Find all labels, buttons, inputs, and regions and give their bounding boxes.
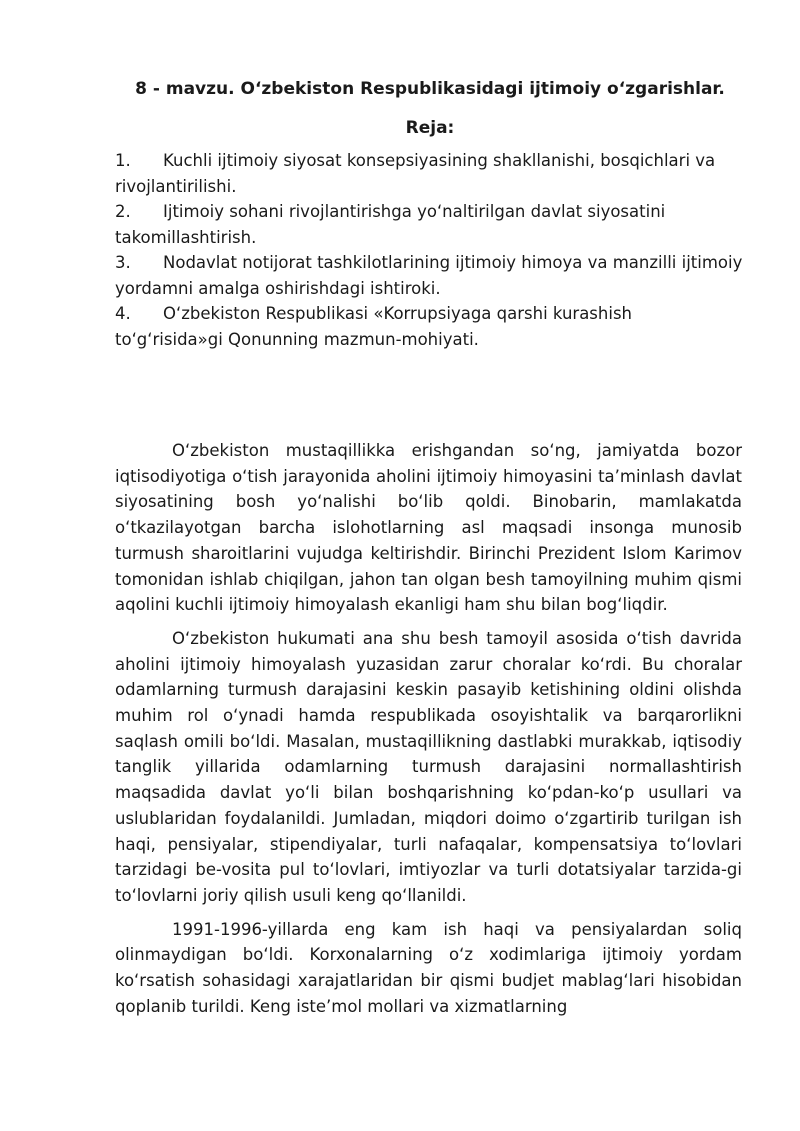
body-text [115, 438, 742, 1027]
document-title: 8 - mavzu. O‘zbekiston Respublikasidagi ijtimoiy o‘zgarishlar. [135, 79, 725, 99]
body-paragraph: O‘zbekiston hukumati ana shu besh tamoyil asosida o‘tish davrida aholini ijtimoiy himoyalash yuzasidan zarur choralar ko‘rdi. Bu choralar odamlarning turmush darajasini keskin pasayib ketishining oldini olishda muhim rol o‘ynadi hamda respublikada osoyishtalik va barqarorlikni saqlash omili bo‘ldi. Masalan, mustaqillikning dastlabki murakkab, iqtisodiy tanglik yillarida odamlarning turmush darajasini normallashtirish maqsadida davlat yo‘li bilan boshqarishning ko‘pdan-ko‘p usullari va uslublaridan foydalanildi. Jumladan, miqdori doimo o‘zgartirib turilgan ish haqi, pensiyalar, stipendiyalar, turli nafaqalar, kompensatsiya to‘lovlari tarzidagi be-vosita pul to‘lovlari, imtiyozlar va turli dotatsiyalar tarzida-gi to‘lovlarni joriy qilish usuli keng qo‘llanildi. [115, 628, 742, 905]
plan-item [115, 301, 745, 352]
plan-heading: Reja: [405, 118, 455, 138]
plan-item-text: Ijtimoiy sohani rivojlantirishga yo‘naltirilgan davlat siyosatini takomillashtirish. [115, 202, 666, 247]
plan-item [115, 250, 745, 301]
plan-item-number: 3. [115, 253, 131, 272]
plan-list [115, 148, 745, 352]
plan-item-number: 2. [115, 202, 131, 221]
plan-item-text: O‘zbekiston Respublikasi «Korrupsiyaga qarshi kurashish to‘g‘risida»gi Qonunning mazmun-mohiyati. [115, 304, 632, 349]
plan-item-text: Nodavlat notijorat tashkilotlarining ijtimoiy himoya va manzilli ijtimoiy yordamni amalga oshirishdagi ishtiroki. [115, 253, 743, 298]
plan-item-text: Kuchli ijtimoiy siyosat konsepsiyasining shakllanishi, bosqichlari va rivojlantirilishi. [115, 151, 716, 196]
plan-item [115, 199, 745, 250]
body-paragraph: 1991-1996-yillarda eng kam ish haqi va pensiyalardan soliq olinmaydigan bo‘ldi. Korxonalarning o‘z xodimlariga ijtimoiy yordam ko‘rsatish sohasidagi xarajatlaridan bir qismi budjet mablag‘lari hisobidan qoplanib turildi. Keng iste’mol mollari va xizmatlarning [115, 919, 742, 1016]
plan-item-number: 4. [115, 304, 131, 323]
plan-item-number: 1. [115, 151, 131, 170]
plan-item [115, 148, 745, 199]
body-paragraph: O‘zbekiston mustaqillikka erishgandan so‘ng, jamiyatda bozor iqtisodiyotiga o‘tish jarayonida aholini ijtimoiy himoyasini ta’minlash davlat siyosatining bosh yo‘nalishi bo‘lib qoldi. Binobarin, mamlakatda o‘tkazilayotgan barcha islohotlarning asl maqsadi insonga munosib turmush sharoitlarini vujudga keltirishdir. Birinchi Prezident Islom Karimov tomonidan ishlab chiqilgan, jahon tan olgan besh tamoyilning muhim qismi aqolini kuchli ijtimoiy himoyalash ekanligi ham shu bilan bog‘liqdir. [115, 441, 742, 615]
